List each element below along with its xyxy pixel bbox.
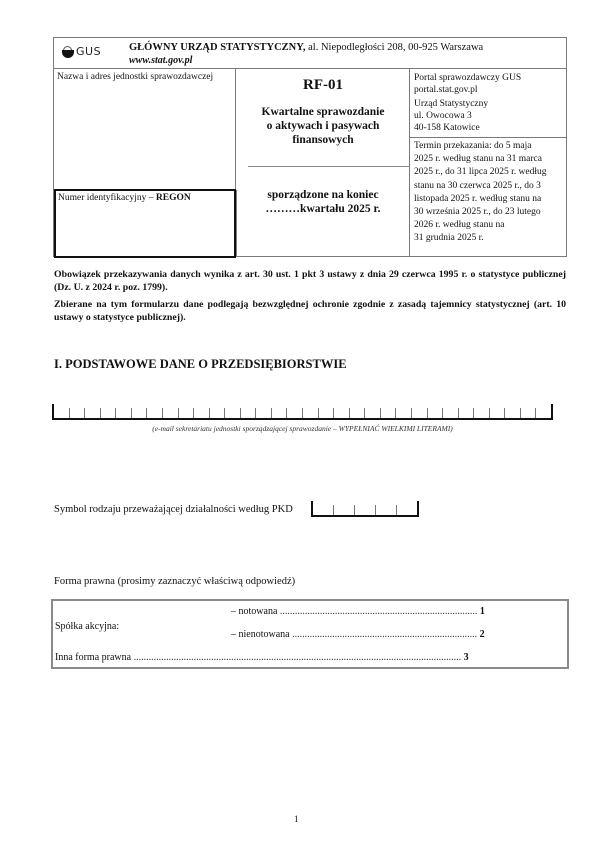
char-cell[interactable] (302, 408, 318, 418)
char-cell[interactable] (395, 408, 411, 418)
char-cell[interactable] (69, 408, 85, 418)
char-cell[interactable] (209, 408, 225, 418)
form-code: RF-01 (303, 77, 343, 93)
pkd-input[interactable] (311, 502, 419, 517)
char-cell[interactable] (255, 408, 271, 418)
org-website[interactable]: www.stat.gov.pl (129, 55, 193, 66)
leader-dots: ............................................................................... (279, 606, 478, 617)
portal-url[interactable]: portal.stat.gov.pl (414, 85, 478, 95)
deadline-line: 31 grudnia 2025 r. (414, 233, 484, 244)
form-title-line: o aktywach i pasywach (266, 120, 380, 132)
char-cell[interactable] (162, 408, 178, 418)
right-column-split (409, 137, 567, 138)
char-cell[interactable] (84, 408, 100, 418)
char-cell[interactable] (193, 408, 209, 418)
char-cell[interactable] (380, 408, 396, 418)
gus-logo-icon (62, 46, 74, 58)
option-code: 1 (479, 606, 485, 617)
option-code: 3 (463, 652, 469, 663)
office-address (414, 98, 564, 134)
deadline-line: listopada 2025 r. według stanu na (414, 193, 542, 204)
form-title (236, 105, 410, 147)
org-name-address (129, 42, 483, 53)
char-cell[interactable] (146, 408, 162, 418)
char-cell[interactable] (52, 404, 69, 418)
char-cell[interactable] (131, 408, 147, 418)
char-cell[interactable] (458, 408, 474, 418)
char-cell[interactable] (240, 408, 256, 418)
char-cell[interactable] (396, 505, 417, 515)
email-input[interactable] (52, 404, 553, 420)
pkd-label: Symbol rodzaju przeważającej działalności według PKD (54, 504, 293, 515)
char-cell[interactable] (442, 408, 458, 418)
option-label: Inna forma prawna (55, 652, 132, 663)
legal-notice (54, 268, 566, 328)
field-end-mark (551, 404, 553, 418)
deadline-line: Termin przekazania: do 5 maja (414, 141, 532, 151)
char-cell[interactable] (473, 408, 489, 418)
char-cell[interactable] (178, 408, 194, 418)
regon-label-bold: REGON (155, 193, 191, 203)
char-cell[interactable] (520, 408, 536, 418)
email-hint: (e-mail sekretariatu jednostki sporządzającej sprawozdanie – WYPEŁNIAĆ WIELKIMI LITERAMI) (152, 424, 453, 433)
form-period-line: sporządzone na koniec (267, 189, 379, 201)
char-cell[interactable] (411, 408, 427, 418)
section-title: I. PODSTAWOWE DANE O PRZEDSIĘBIORSTWIE (54, 357, 347, 371)
char-cell[interactable] (427, 408, 443, 418)
form-period (236, 188, 410, 216)
char-cell[interactable] (349, 408, 365, 418)
confidentiality-notice: Zbierane na tym formularzu dane podlegają bezwzględnej ochronie zgodnie z zasadą tajemnicy statystycznej (art. 10 ustawy o statystyce publicznej). (54, 299, 566, 323)
joint-stock-label: Spółka akcyjna: (55, 621, 120, 632)
regon-label (58, 192, 191, 204)
legal-form-label: Forma prawna (prosimy zaznaczyć właściwą odpowiedź) (54, 576, 296, 587)
option-label: – nienotowana (231, 629, 290, 640)
form-title-line: finansowych (292, 134, 354, 146)
char-cell[interactable] (333, 408, 349, 418)
legal-form-option-other[interactable] (55, 652, 499, 663)
legal-form-option-listed[interactable] (231, 606, 499, 617)
char-cell[interactable] (535, 408, 551, 418)
char-cell[interactable] (504, 408, 520, 418)
field-end-mark (417, 501, 419, 515)
char-cell[interactable] (354, 505, 375, 515)
deadline-line: stanu na 30 czerwca 2025 r., do 3 (414, 180, 541, 191)
option-code: 2 (479, 629, 485, 640)
org-name: GŁÓWNY URZĄD STATYSTYCZNY, (129, 42, 306, 53)
regon-label-prefix: Numer identyfikacyjny – (58, 193, 156, 203)
name-address-label: Nazwa i adres jednostki sprawozdawczej (57, 72, 214, 82)
submission-deadline (414, 140, 566, 246)
gus-logo (62, 45, 101, 58)
deadline-line: 30 września 2025 r., do 23 lutego (414, 207, 541, 218)
office-line: ul. Owocowa 3 (414, 111, 472, 121)
char-cell[interactable] (271, 408, 287, 418)
form-period-line: ………kwartału 2025 r. (265, 203, 381, 215)
deadline-line: 2026 r. według stanu na (414, 220, 505, 231)
right-column-divider (409, 68, 410, 257)
obligation-notice: Obowiązek przekazywania danych wynika z art. 30 ust. 1 pkt 3 ustawy z dnia 29 czerwca 1995 r. o statystyce publicznej (Dz. U. z 2024 r. poz. 1799). (54, 269, 566, 293)
leader-dots: .......................................................................... (292, 629, 478, 640)
page-number: 1 (294, 814, 299, 824)
name-address-field[interactable] (56, 86, 232, 186)
char-cell[interactable] (375, 505, 396, 515)
deadline-line: 2025 r. według stanu na 31 marca (414, 154, 542, 165)
portal-name: Portal sprawozdawczy GUS (414, 73, 522, 83)
org-address: al. Niepodległości 208, 00-925 Warszawa (305, 42, 484, 53)
form-title-line: Kwartalne sprawozdanie (261, 106, 385, 118)
legal-form-option-unlisted[interactable] (231, 629, 499, 640)
char-cell[interactable] (318, 408, 334, 418)
deadline-line: 2025 r., do 31 lipca 2025 r. według (414, 167, 547, 178)
char-cell[interactable] (100, 408, 116, 418)
option-label: – notowana (231, 606, 278, 617)
office-line: 40-158 Katowice (414, 123, 480, 133)
title-period-rule (248, 166, 410, 167)
char-cell[interactable] (364, 408, 380, 418)
char-cell[interactable] (115, 408, 131, 418)
portal-info (414, 72, 564, 96)
char-cell[interactable] (333, 505, 354, 515)
char-cell[interactable] (224, 408, 240, 418)
gus-logo-text: GUS (76, 45, 102, 58)
char-cell[interactable] (286, 408, 302, 418)
char-cell[interactable] (489, 408, 505, 418)
char-cell[interactable] (311, 501, 333, 515)
leader-dots: ................................................................................................................................... (133, 652, 462, 663)
office-line: Urząd Statystyczny (414, 99, 489, 109)
